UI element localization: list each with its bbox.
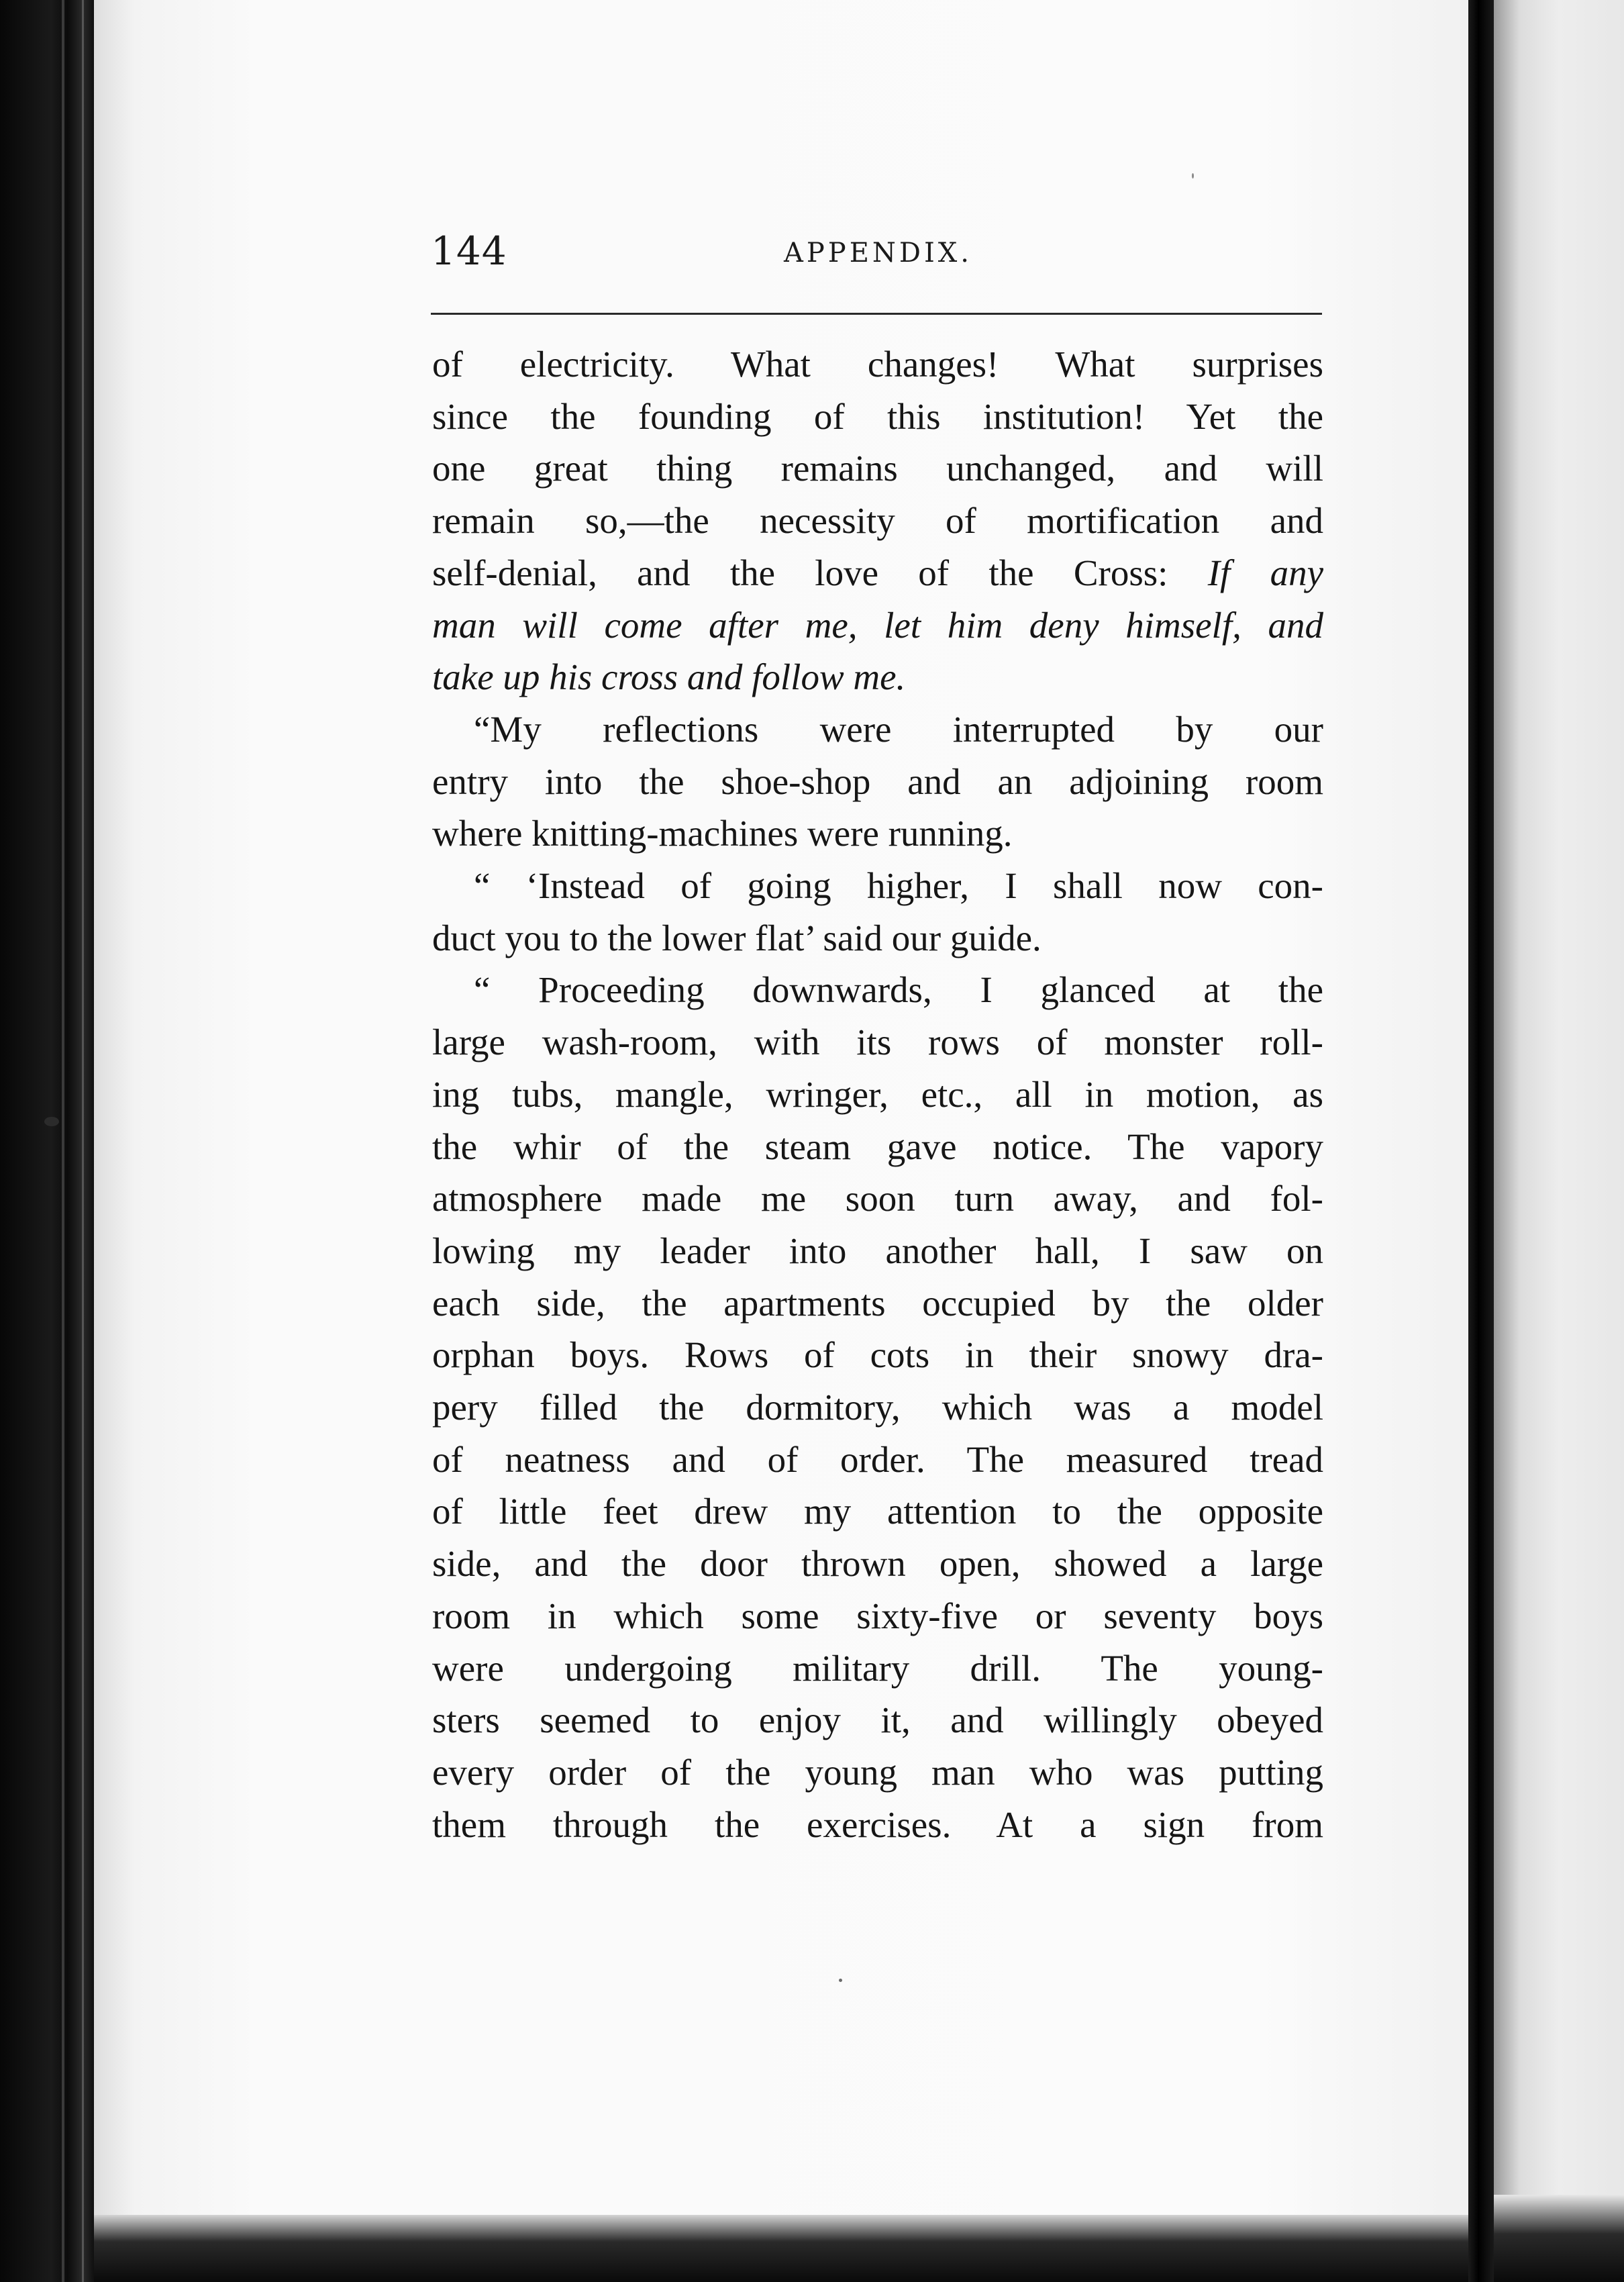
text-line: [432, 1173, 1323, 1225]
text-line: [432, 1590, 1323, 1642]
text-run: of little feet drew my attention to the opposite: [432, 1491, 1323, 1532]
text-line: [432, 391, 1323, 443]
text-line: [432, 1329, 1323, 1381]
section-title: APPENDIX.: [784, 238, 972, 268]
facing-page-edge: [1494, 0, 1624, 2282]
book-gutter: [1468, 0, 1494, 2282]
text-line: [432, 442, 1323, 495]
text-line: [432, 1434, 1323, 1486]
text-run: sters seemed to enjoy it, and willingly obeyed: [432, 1699, 1323, 1741]
text-line: [432, 964, 1323, 1016]
text-run: “My reflections were interrupted by our: [474, 708, 1323, 750]
body-text: [432, 338, 1323, 1850]
text-line: [432, 1538, 1323, 1590]
text-line: [432, 495, 1323, 547]
page-edge-line: [62, 0, 64, 2282]
page-bottom-shadow: [94, 2215, 1468, 2282]
text-line: [432, 1016, 1323, 1069]
text-line: [432, 651, 1323, 703]
book-left-edge: [0, 0, 94, 2282]
text-line: [432, 1225, 1323, 1277]
text-line: [432, 912, 1323, 964]
header-rule: [431, 313, 1322, 315]
text-run: since the founding of this institution! Yet the: [432, 395, 1323, 437]
text-run: lowing my leader into another hall, I saw on: [432, 1230, 1323, 1271]
text-run: the whir of the steam gave notice. The vapory: [432, 1126, 1323, 1167]
text-line: [432, 1799, 1323, 1851]
text-run: orphan boys. Rows of cots in their snowy dra-: [432, 1334, 1323, 1376]
scan-speck: [839, 1979, 842, 1982]
text-line: [432, 599, 1323, 652]
text-line: [432, 1277, 1323, 1330]
text-run: duct you to the lower flat’ said our guide.: [432, 917, 1042, 958]
text-run: pery filled the dormitory, which was a model: [432, 1387, 1323, 1428]
text-run: where knitting-machines were running.: [432, 813, 1013, 854]
text-line: [432, 703, 1323, 756]
text-run: “ Proceeding downwards, I glanced at the: [474, 969, 1323, 1011]
text-line: [432, 860, 1323, 912]
text-run: self-denial, and the love of the Cross:: [432, 552, 1208, 593]
text-run: atmosphere made me soon turn away, and fol-: [432, 1178, 1323, 1220]
text-run: ing tubs, mangle, wringer, etc., all in motion, as: [432, 1073, 1323, 1115]
text-line: [432, 1485, 1323, 1538]
text-line: [432, 338, 1323, 391]
page-edge-line: [82, 0, 84, 2282]
text-run: of neatness and of order. The measured tread: [432, 1438, 1323, 1480]
italic-quote: take up his cross and follow me.: [432, 656, 906, 698]
text-run: “ ‘Instead of going higher, I shall now con-: [474, 865, 1323, 907]
text-line: [432, 1381, 1323, 1434]
page-number: 144: [431, 228, 507, 274]
scan-speck: [1192, 173, 1194, 179]
text-line: [432, 1694, 1323, 1746]
text-line: [432, 756, 1323, 808]
scan-speck: [44, 1117, 59, 1126]
text-run: side, and the door thrown open, showed a large: [432, 1543, 1323, 1585]
text-run: room in which some sixty-five or seventy boys: [432, 1595, 1323, 1636]
text-line: [432, 807, 1323, 860]
text-run: entry into the shoe-shop and an adjoining room: [432, 760, 1323, 802]
text-run: of electricity. What changes! What surprises: [432, 344, 1323, 385]
text-line: [432, 1121, 1323, 1173]
text-run: large wash-room, with its rows of monster roll-: [432, 1022, 1323, 1063]
italic-quote: If any: [1207, 552, 1323, 593]
text-line: [432, 1069, 1323, 1121]
text-run: them through the exercises. At a sign from: [432, 1803, 1323, 1845]
running-head: [431, 228, 1322, 282]
text-run: every order of the young man who was putting: [432, 1751, 1323, 1793]
text-run: were undergoing military drill. The young-: [432, 1647, 1323, 1689]
text-line: [432, 547, 1323, 599]
text-line: [432, 1642, 1323, 1695]
text-run: one great thing remains unchanged, and will: [432, 448, 1323, 489]
text-line: [432, 1746, 1323, 1799]
facing-page-bottom-shadow: [1494, 2195, 1624, 2282]
text-run: each side, the apartments occupied by the older: [432, 1282, 1323, 1324]
text-run: remain so,—the necessity of mortification and: [432, 500, 1323, 542]
italic-quote: man will come after me, let him deny himself, and: [432, 604, 1323, 646]
